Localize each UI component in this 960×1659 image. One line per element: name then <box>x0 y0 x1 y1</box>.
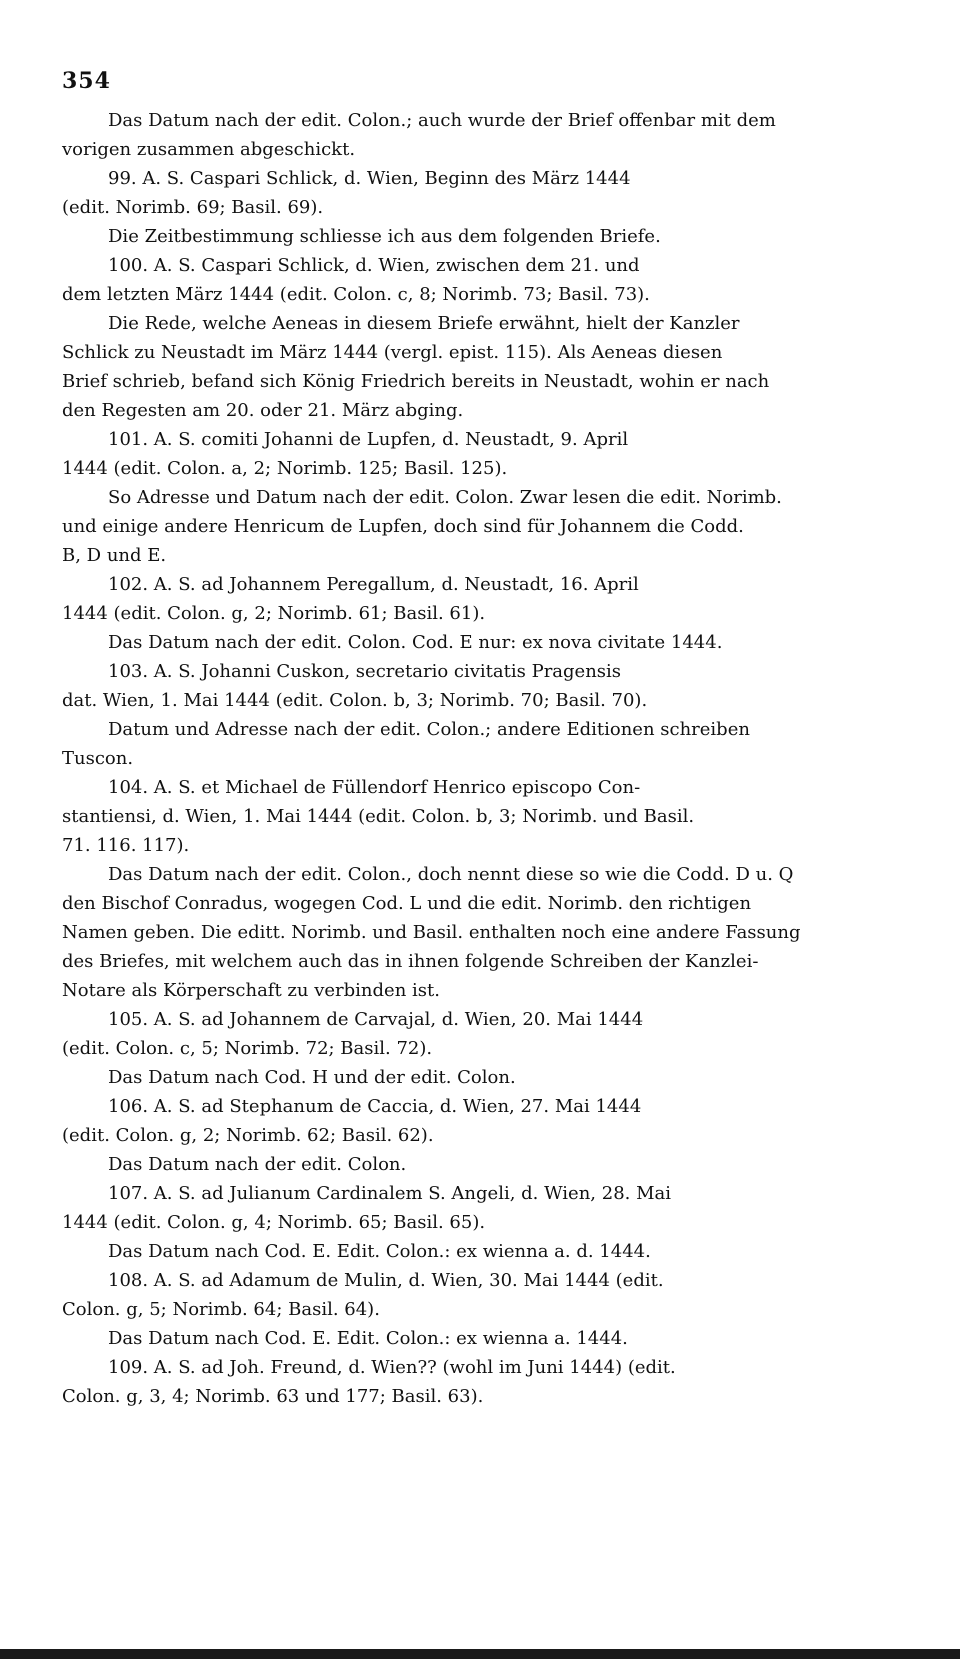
text-line: Colon. g, 5; Norimb. 64; Basil. 64). <box>62 1299 380 1320</box>
text-line: Das Datum nach Cod. E. Edit. Colon.: ex wienna a. d. 1444. <box>108 1241 651 1262</box>
page-number: 354 <box>62 68 111 94</box>
text-line: und einige andere Henricum de Lupfen, doch sind für Johannem die Codd. <box>62 516 744 537</box>
text-line: Das Datum nach der edit. Colon.; auch wurde der Brief offenbar mit dem <box>108 110 776 131</box>
text-line: 104. A. S. et Michael de Füllendorf Henrico episcopo Con- <box>108 777 641 798</box>
text-line: 105. A. S. ad Johannem de Carvajal, d. Wien, 20. Mai 1444 <box>108 1009 644 1030</box>
text-line: 99. A. S. Caspari Schlick, d. Wien, Beginn des März 1444 <box>108 168 631 189</box>
text-line: Namen geben. Die editt. Norimb. und Basil. enthalten noch eine andere Fassung <box>62 922 801 943</box>
document-page <box>62 66 880 1411</box>
text-line: Datum und Adresse nach der edit. Colon.; andere Editionen schreiben <box>108 719 750 740</box>
bottom-scan-edge <box>0 1649 960 1659</box>
text-line: Das Datum nach Cod. E. Edit. Colon.: ex wienna a. 1444. <box>108 1328 628 1349</box>
text-line: Brief schrieb, befand sich König Friedrich bereits in Neustadt, wohin er nach <box>62 371 770 392</box>
text-line: So Adresse und Datum nach der edit. Colon. Zwar lesen die edit. Norimb. <box>108 487 782 508</box>
text-line: dem letzten März 1444 (edit. Colon. c, 8; Norimb. 73; Basil. 73). <box>62 284 650 305</box>
text-line: Colon. g, 3, 4; Norimb. 63 und 177; Basil. 63). <box>62 1386 484 1407</box>
text-line: (edit. Colon. c, 5; Norimb. 72; Basil. 72). <box>62 1038 433 1059</box>
text-line: stantiensi, d. Wien, 1. Mai 1444 (edit. Colon. b, 3; Norimb. und Basil. <box>62 806 695 827</box>
text-line: 102. A. S. ad Johannem Peregallum, d. Neustadt, 16. April <box>108 574 639 595</box>
text-line: 1444 (edit. Colon. g, 2; Norimb. 61; Basil. 61). <box>62 603 486 624</box>
text-line: 101. A. S. comiti Johanni de Lupfen, d. Neustadt, 9. April <box>108 429 629 450</box>
text-line: Die Zeitbestimmung schliesse ich aus dem folgenden Briefe. <box>108 226 661 247</box>
text-line: 106. A. S. ad Stephanum de Caccia, d. Wien, 27. Mai 1444 <box>108 1096 642 1117</box>
text-line: dat. Wien, 1. Mai 1444 (edit. Colon. b, 3; Norimb. 70; Basil. 70). <box>62 690 648 711</box>
text-line: den Regesten am 20. oder 21. März abging. <box>62 400 464 421</box>
text-line: 1444 (edit. Colon. g, 4; Norimb. 65; Basil. 65). <box>62 1212 486 1233</box>
text-line: Tuscon. <box>62 748 134 769</box>
text-line: Schlick zu Neustadt im März 1444 (vergl. epist. 115). Als Aeneas diesen <box>62 342 723 363</box>
text-line: Das Datum nach Cod. H und der edit. Colon. <box>108 1067 516 1088</box>
text-line: 71. 116. 117). <box>62 835 190 856</box>
text-line: Notare als Körperschaft zu verbinden ist. <box>62 980 440 1001</box>
text-line: B, D und E. <box>62 545 167 566</box>
text-line: Die Rede, welche Aeneas in diesem Briefe erwähnt, hielt der Kanzler <box>108 313 740 334</box>
text-line: Das Datum nach der edit. Colon. Cod. E nur: ex nova civitate 1444. <box>108 632 723 653</box>
text-line: 109. A. S. ad Joh. Freund, d. Wien?? (wohl im Juni 1444) (edit. <box>108 1357 676 1378</box>
text-body <box>62 106 880 1411</box>
text-line: 100. A. S. Caspari Schlick, d. Wien, zwischen dem 21. und <box>108 255 640 276</box>
text-line: 108. A. S. ad Adamum de Mulin, d. Wien, 30. Mai 1444 (edit. <box>108 1270 664 1291</box>
text-line: des Briefes, mit welchem auch das in ihnen folgende Schreiben der Kanzlei- <box>62 951 759 972</box>
text-line: Das Datum nach der edit. Colon. <box>108 1154 407 1175</box>
text-line: 103. A. S. Johanni Cuskon, secretario civitatis Pragensis <box>108 661 622 682</box>
text-line: Das Datum nach der edit. Colon., doch nennt diese so wie die Codd. D u. Q <box>108 864 794 885</box>
text-line: den Bischof Conradus, wogegen Cod. L und die edit. Norimb. den richtigen <box>62 893 752 914</box>
text-line: 1444 (edit. Colon. a, 2; Norimb. 125; Basil. 125). <box>62 458 508 479</box>
text-line: 107. A. S. ad Julianum Cardinalem S. Angeli, d. Wien, 28. Mai <box>108 1183 672 1204</box>
text-line: vorigen zusammen abgeschickt. <box>62 139 356 160</box>
text-line: (edit. Colon. g, 2; Norimb. 62; Basil. 62). <box>62 1125 434 1146</box>
text-line: (edit. Norimb. 69; Basil. 69). <box>62 197 324 218</box>
